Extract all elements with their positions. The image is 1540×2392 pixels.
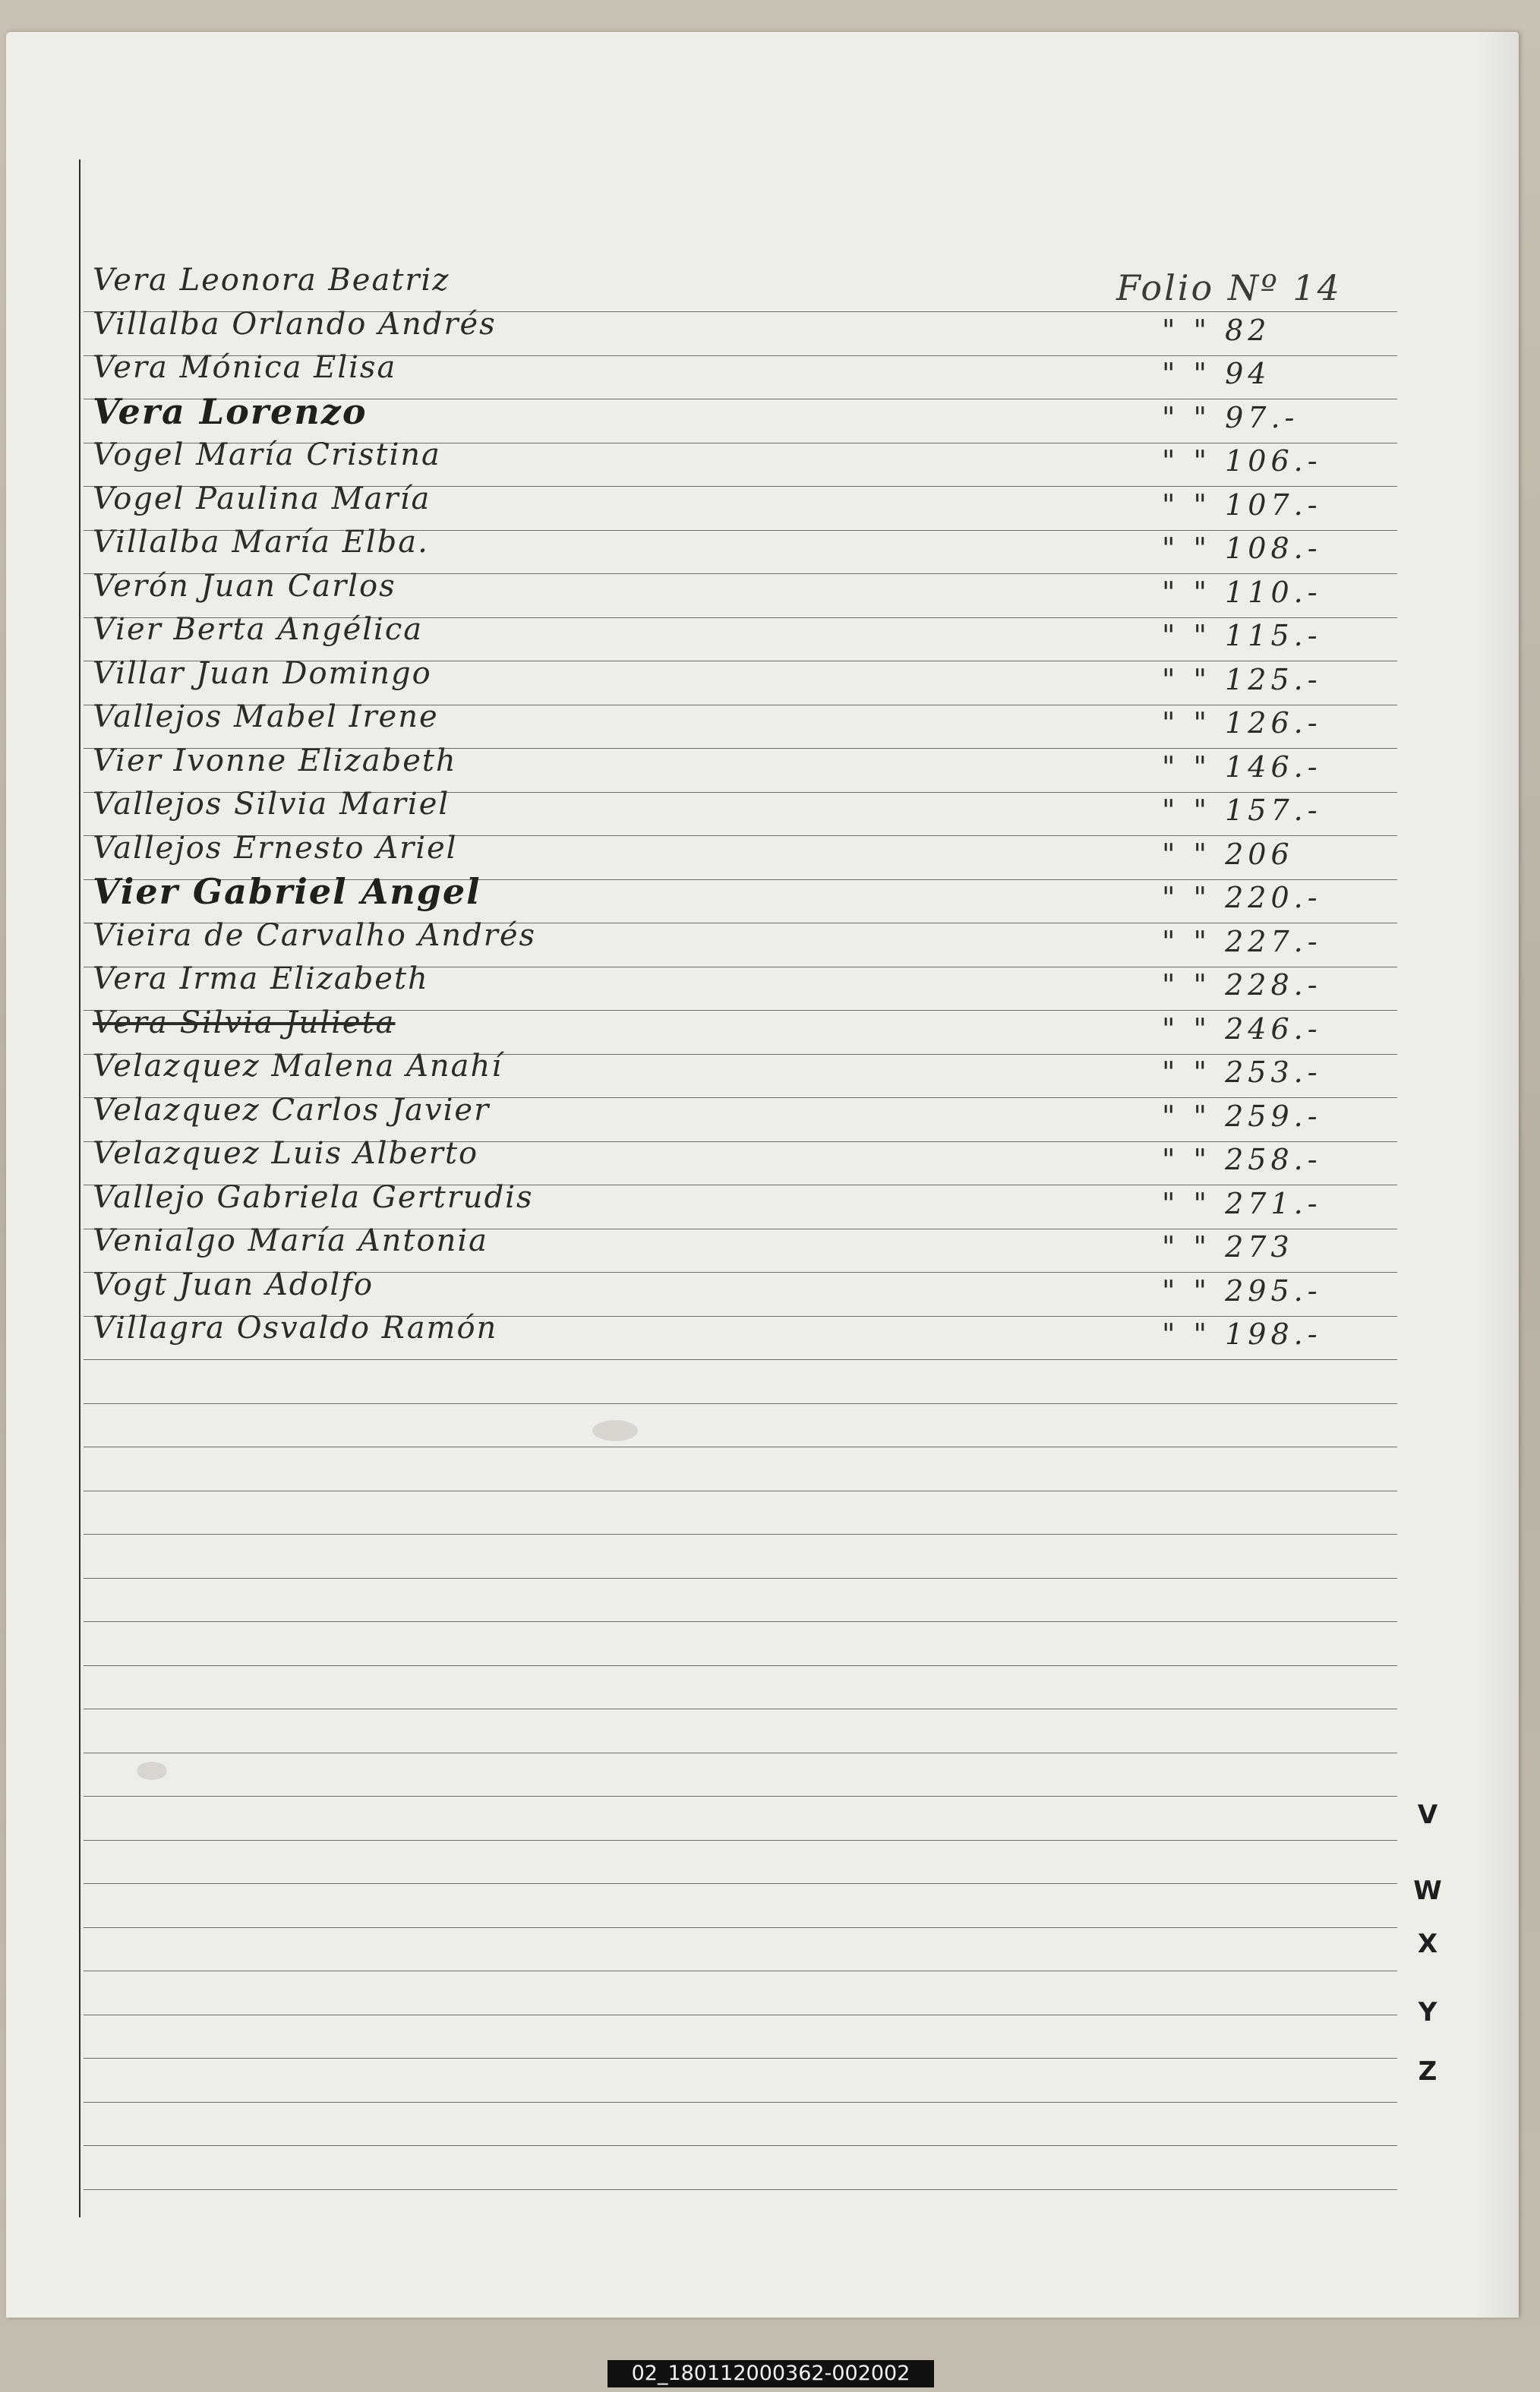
index-tab-w[interactable]: W xyxy=(1413,1876,1442,1906)
index-tab-y[interactable]: Y xyxy=(1418,1997,1437,2028)
entry-name: Velazquez Carlos Javier xyxy=(93,1093,491,1128)
entry-name: Velazquez Malena Anahí xyxy=(93,1049,503,1084)
entry-name: Villagra Osvaldo Ramón xyxy=(93,1311,498,1346)
entry-name: Vogel María Cristina xyxy=(93,437,441,472)
entry-folio: " " 106.- xyxy=(1162,444,1322,478)
entry-name: Vallejos Ernesto Ariel xyxy=(93,831,458,866)
entry-folio: " " 94 xyxy=(1162,357,1271,390)
entry-name: Vera Mónica Elisa xyxy=(93,350,397,385)
entry-name: Vogt Juan Adolfo xyxy=(93,1267,374,1302)
index-tab-z[interactable]: Z xyxy=(1418,2056,1437,2087)
entry-name: Verón Juan Carlos xyxy=(93,569,396,604)
entry-folio: " " 108.- xyxy=(1162,532,1322,565)
entry-folio: " " 146.- xyxy=(1162,750,1322,784)
entry-name: Villalba Orlando Andrés xyxy=(93,307,497,342)
index-tab-v[interactable]: V xyxy=(1417,1800,1438,1830)
entry-folio: " " 271.- xyxy=(1162,1187,1322,1220)
entry-name: Vier Gabriel Angel xyxy=(93,871,481,912)
entry-folio: " " 126.- xyxy=(1162,706,1322,740)
ruled-line xyxy=(84,1578,1397,1579)
entry-folio: " " 258.- xyxy=(1162,1143,1322,1176)
image-id-label: 02_180112000362-002002 xyxy=(607,2360,934,2387)
entry-folio: " " 220.- xyxy=(1162,881,1322,914)
entry-name: Vogel Paulina María xyxy=(93,481,431,516)
entry-folio: " " 259.- xyxy=(1162,1100,1322,1133)
entry-folio: " " 228.- xyxy=(1162,968,1322,1002)
entry-folio: " " 157.- xyxy=(1162,794,1322,827)
entry-folio: " " 198.- xyxy=(1162,1317,1322,1351)
entry-name: Vera Silvia Julieta xyxy=(93,1005,396,1040)
ruled-line xyxy=(84,1796,1397,1797)
entry-name: Velazquez Luis Alberto xyxy=(93,1136,479,1171)
index-tab-x[interactable]: X xyxy=(1417,1929,1438,1959)
entry-folio: " " 97.- xyxy=(1162,401,1299,434)
ruled-line xyxy=(84,2145,1397,2146)
entry-name: Vera Lorenzo xyxy=(93,391,368,432)
entry-folio: " " 115.- xyxy=(1162,619,1322,652)
entry-name: Venialgo María Antonia xyxy=(93,1223,488,1258)
entry-name: Vera Leonora Beatriz xyxy=(93,263,450,298)
ruled-line xyxy=(84,1927,1397,1928)
entry-name: Vallejos Mabel Irene xyxy=(93,699,439,734)
margin-line xyxy=(79,159,80,2217)
entry-folio: " " 82 xyxy=(1162,314,1271,347)
entry-name: Vier Ivonne Elizabeth xyxy=(93,743,457,778)
entry-folio: " " 295.- xyxy=(1162,1274,1322,1308)
entry-name: Vallejos Silvia Mariel xyxy=(93,787,450,822)
entry-name: Vieira de Carvalho Andrés xyxy=(93,918,537,953)
ruled-line xyxy=(84,1534,1397,1535)
entry-folio: " " 110.- xyxy=(1162,576,1322,609)
ruled-line xyxy=(84,2189,1397,2190)
ruled-line xyxy=(84,2058,1397,2059)
ink-smudge xyxy=(592,1420,638,1441)
entry-folio: " " 273 xyxy=(1162,1230,1294,1264)
entry-folio: " " 125.- xyxy=(1162,663,1322,696)
entry-name: Vallejo Gabriela Gertrudis xyxy=(93,1180,534,1215)
ruled-line xyxy=(84,1621,1397,1622)
entry-folio: " " 227.- xyxy=(1162,925,1322,958)
page-edge-shadow xyxy=(1473,32,1519,2318)
ruled-line xyxy=(84,1883,1397,1884)
entry-name: Villalba María Elba. xyxy=(93,525,429,560)
ruled-line xyxy=(84,1403,1397,1404)
ink-smudge xyxy=(137,1762,167,1780)
entry-folio: " " 206 xyxy=(1162,838,1294,871)
ruled-line xyxy=(84,1840,1397,1841)
entry-folio: " " 253.- xyxy=(1162,1056,1322,1089)
entry-name: Vier Berta Angélica xyxy=(93,612,424,647)
ruled-line xyxy=(84,1665,1397,1666)
entry-name: Villar Juan Domingo xyxy=(93,656,432,691)
ruled-line xyxy=(84,2102,1397,2103)
folio-header: Folio Nº 14 xyxy=(1116,267,1342,308)
ruled-line xyxy=(84,1359,1397,1360)
entry-folio: " " 107.- xyxy=(1162,488,1322,522)
entry-name: Vera Irma Elizabeth xyxy=(93,961,429,996)
entry-folio: " " 246.- xyxy=(1162,1012,1322,1046)
